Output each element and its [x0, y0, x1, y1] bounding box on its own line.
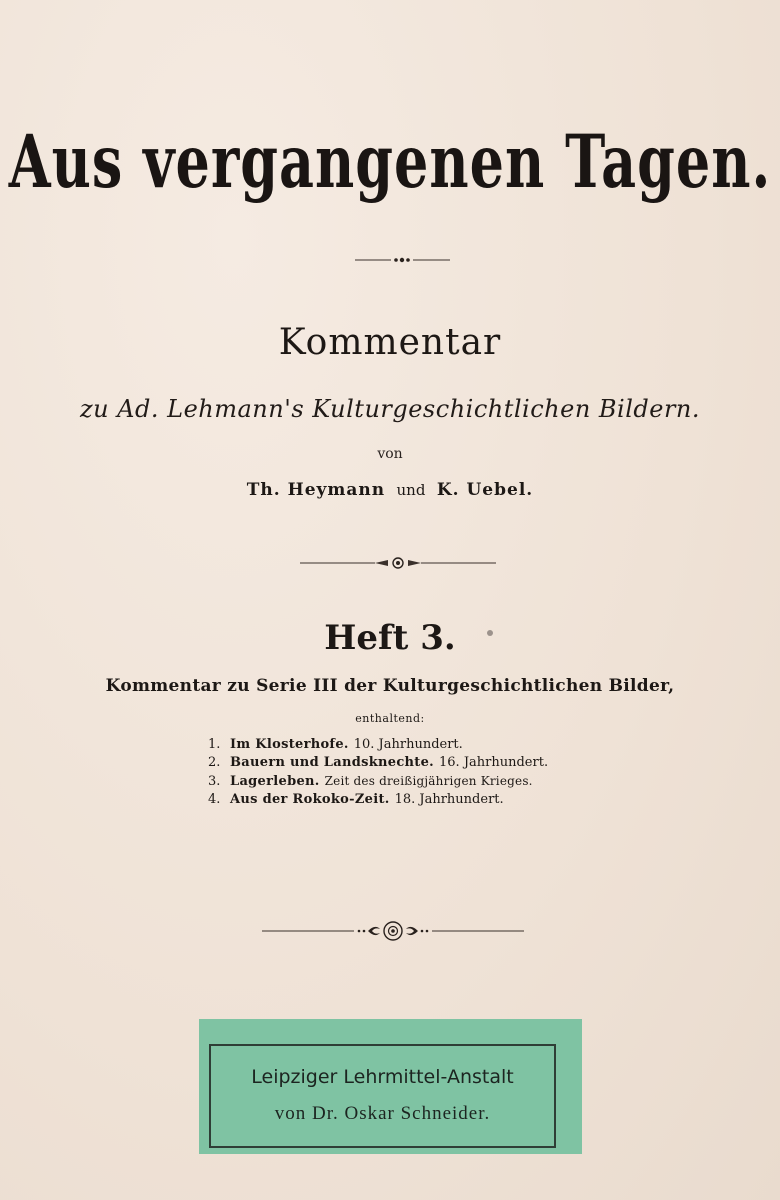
main-title: Aus vergangenen Tagen.: [8, 118, 772, 205]
item-number: 3.: [208, 774, 221, 789]
contents-list: [208, 736, 548, 809]
ornament-divider-small: [355, 254, 450, 266]
list-item: [208, 736, 548, 754]
subtitle-line: zu Ad. Lehmann's Kulturgeschichtlichen Bildern.: [79, 395, 701, 423]
list-item: [208, 754, 548, 772]
by-label: von: [377, 446, 403, 462]
author-second: K. Uebel.: [436, 480, 534, 500]
subtitle: Kommentar: [278, 322, 502, 363]
authors: [0, 480, 780, 500]
author-first: Th. Heymann: [246, 480, 386, 500]
publisher-label: [199, 1019, 582, 1154]
item-title: Bauern und Landsknechte.: [230, 755, 435, 770]
ornament-divider-medium: [300, 555, 496, 571]
ornament-divider-large: [262, 918, 524, 944]
publisher-name: Leipziger Lehrmittel-Anstalt: [251, 1066, 514, 1088]
item-number: 2.: [208, 755, 221, 770]
item-date: 16. Jahrhundert.: [439, 755, 549, 770]
item-title: Im Klosterhofe.: [230, 737, 349, 752]
publisher-label-frame: [209, 1044, 556, 1148]
item-title: Aus der Rokoko-Zeit.: [230, 792, 390, 807]
list-item: [208, 772, 548, 791]
item-date: 18. Jahrhundert.: [394, 792, 504, 807]
heft-number: Heft 3.: [324, 618, 456, 658]
commentary-line: Kommentar zu Serie III der Kulturgeschichtlichen Bilder,: [105, 676, 675, 696]
item-number: 4.: [208, 792, 221, 807]
list-item: [208, 791, 548, 809]
publisher-owner: von Dr. Oskar Schneider.: [274, 1103, 491, 1124]
ink-dot: [487, 630, 493, 636]
author-conjunction: und: [396, 481, 426, 499]
item-title: Lagerleben.: [230, 774, 320, 789]
containing-label: enthaltend:: [355, 712, 425, 725]
item-date: 10. Jahrhundert.: [353, 737, 463, 752]
item-date: Zeit des dreißigjährigen Krieges.: [324, 774, 533, 788]
item-number: 1.: [208, 737, 221, 752]
